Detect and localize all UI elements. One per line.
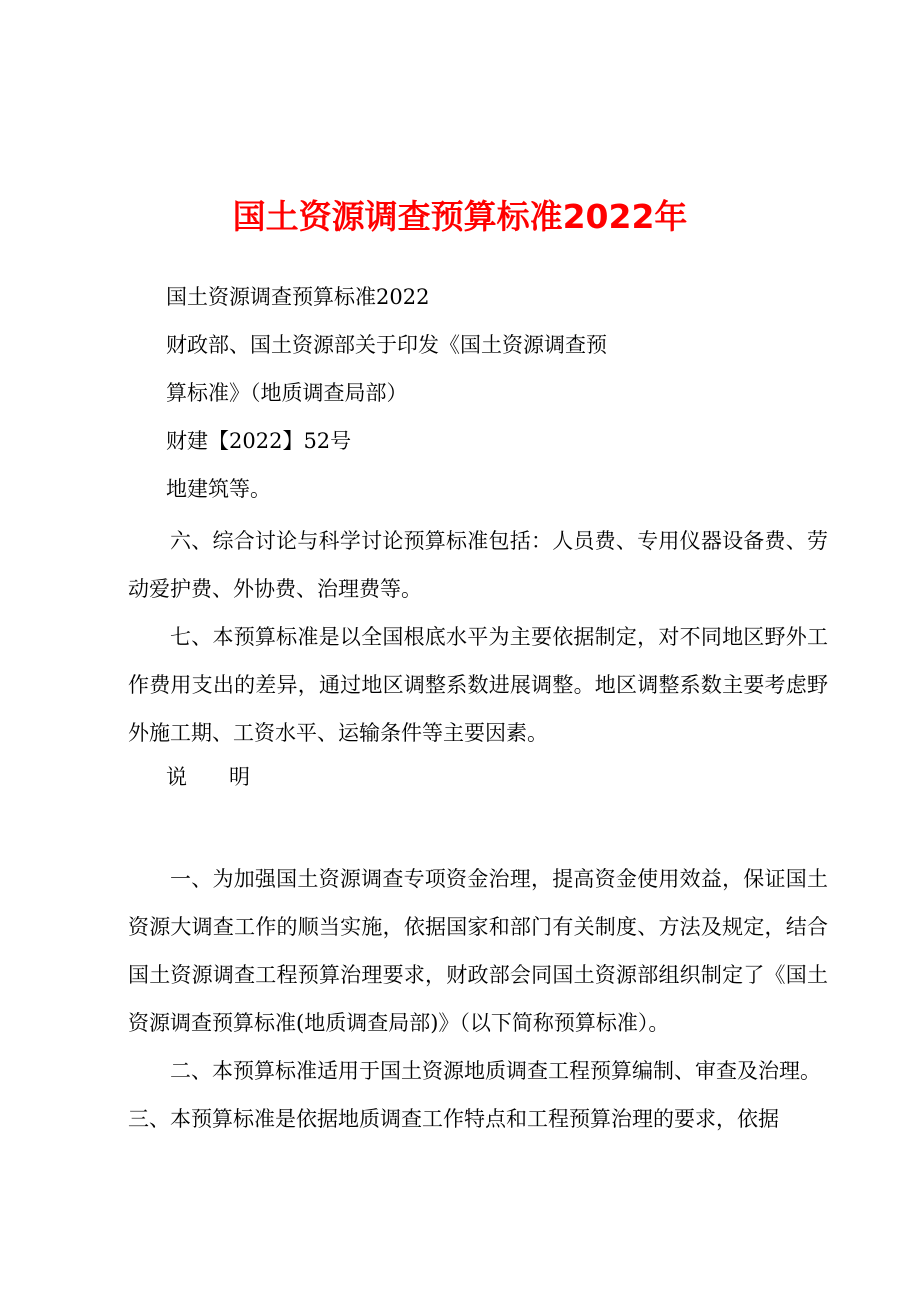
paragraph-7: 七、本预算标准是以全国根底水平为主要依据制定，对不同地区野外工作费用支出的差异，通过地区调整系数进展调整。地区调整系数主要考虑野外施工期、工资水平、运输条件等主要因素。 — [128, 625, 828, 745]
document-title: 国土资源调查预算标准2022年 — [232, 197, 688, 236]
doc-line-3: 算标准》（地质调查局部） — [166, 381, 408, 405]
doc-line-5: 地建筑等。 — [166, 477, 271, 501]
paragraph-s1: 一、为加强国土资源调查专项资金治理，提高资金使用效益，保证国土资源大调查工作的顺当实施，依据国家和部门有关制度、方法及规定，结合国土资源调查工程预算治理要求，财政部会同国土资源部组织制定了《国土资源调查预算标准(地质调查局部)》（以下简称预算标准）。 — [128, 867, 828, 1035]
paragraph-s3: 三、本预算标准是依据地质调查工作特点和工程预算治理的要求，依据 — [128, 1107, 779, 1131]
doc-line-1: 国土资源调查预算标准2022 — [166, 285, 430, 309]
doc-line-2: 财政部、国土资源部关于印发《国土资源调查预 — [166, 333, 607, 357]
paragraph-6: 六、综合讨论与科学讨论预算标准包括：人员费、专用仪器设备费、劳动爱护费、外协费、治理费等。 — [128, 529, 828, 601]
doc-line-4: 财建【2022】52号 — [166, 429, 352, 453]
paragraph-s2: 二、本预算标准适用于国土资源地质调查工程预算编制、审查及治理。 — [170, 1059, 821, 1083]
section-heading-shuoming: 说 明 — [166, 765, 250, 789]
